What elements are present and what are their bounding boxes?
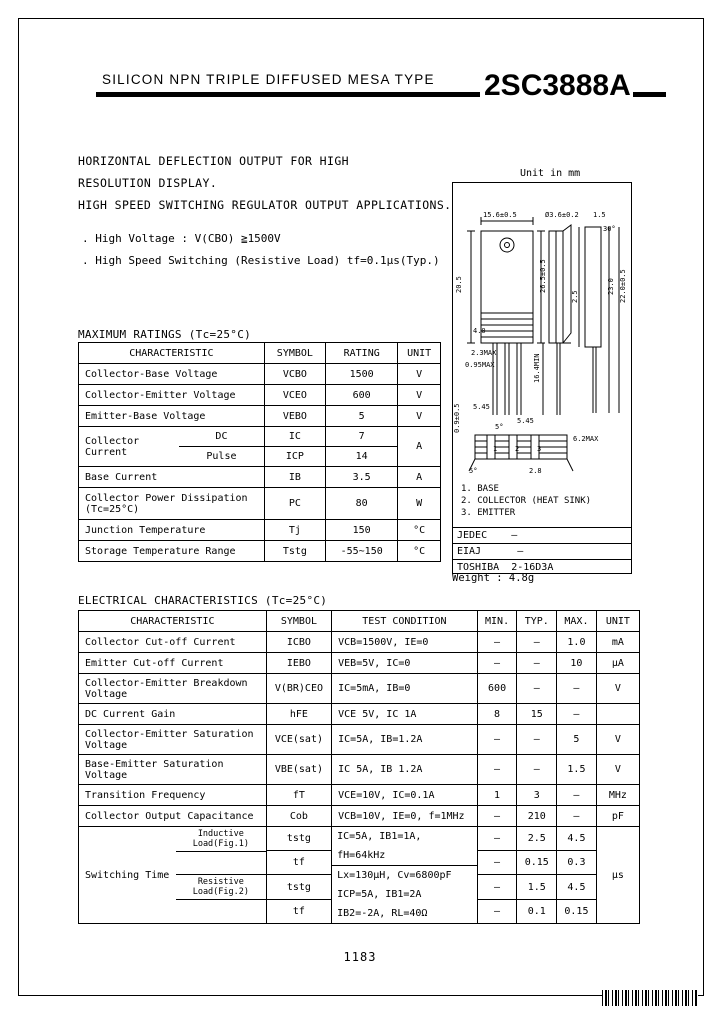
cell-unit: °C xyxy=(398,541,441,562)
cell-test-condition: VCB=1500V, IE=0 xyxy=(332,632,478,653)
cell-symbol-tstg-ind: tstg xyxy=(286,833,311,845)
cell-symbol: hFE xyxy=(266,704,331,725)
cell-unit: mA xyxy=(596,632,639,653)
cell-test-condition: VEB=5V, IC=0 xyxy=(332,653,478,674)
cell-unit: μA xyxy=(596,653,639,674)
dim-lead-22: 22.0±0.5 xyxy=(619,269,627,303)
cell-max: — xyxy=(557,704,597,725)
col-unit: UNIT xyxy=(398,343,441,364)
barcode xyxy=(602,990,698,1006)
standard-jedec: JEDEC — xyxy=(453,527,631,543)
cell-test-condition: IC 5A, IB 1.2A xyxy=(332,755,478,785)
table-row xyxy=(79,520,441,541)
cell-typ-4: 0.1 xyxy=(517,899,556,923)
cell-sub-pulse: Pulse xyxy=(179,447,264,467)
dim-23max: 2.3MAX xyxy=(471,349,497,357)
dim-top-width: 15.6±0.5 xyxy=(483,211,517,219)
standard-eiaj: EIAJ — xyxy=(453,543,631,559)
pin-legend-item: 2. COLLECTOR (HEAT SINK) xyxy=(461,496,592,506)
cell-min: 1 xyxy=(477,785,517,806)
cell-characteristic: Collector Cut-off Current xyxy=(79,632,267,653)
dim-lead-23: 23.0 xyxy=(607,278,615,295)
cell-cond-5: IB2=-2A, RL=40Ω xyxy=(337,908,428,919)
cell-max: 5 xyxy=(557,725,597,755)
cell-characteristic: DC Current Gain xyxy=(79,704,267,725)
cell-typ: — xyxy=(517,725,557,755)
cell-typ: 210 xyxy=(517,806,557,827)
cell-cond-1: IC=5A, IB1=1A, xyxy=(337,831,422,842)
cell-switching-min xyxy=(477,827,517,924)
cell-max: 1.0 xyxy=(557,632,597,653)
cell-characteristic: Collector-Emitter Breakdown Voltage xyxy=(79,674,267,704)
cell-switching-label: Switching Time xyxy=(85,869,170,881)
cell-characteristic: Emitter Cut-off Current xyxy=(79,653,267,674)
cell-test-condition: VCE 5V, IC 1A xyxy=(332,704,478,725)
cell-max-4: 0.15 xyxy=(557,899,596,923)
col-symbol: SYMBOL xyxy=(264,343,325,364)
cell-unit: A xyxy=(398,467,441,488)
col-characteristic: CHARACTERISTIC xyxy=(79,611,267,632)
table-row xyxy=(79,725,640,755)
cell-min-2: — xyxy=(478,851,517,875)
dim-40: 4.0 xyxy=(473,327,486,335)
cell-typ: — xyxy=(517,632,557,653)
table-row xyxy=(79,467,441,488)
dim-hole-dia: Ø3.6±0.2 xyxy=(545,211,579,219)
cell-max: — xyxy=(557,785,597,806)
cell-characteristic: Storage Temperature Range xyxy=(79,541,265,562)
cell-unit: pF xyxy=(596,806,639,827)
cell-symbol: VCE(sat) xyxy=(266,725,331,755)
dim-545b: 5.45 xyxy=(517,417,534,425)
cell-characteristic: Collector-Emitter Voltage xyxy=(79,385,265,406)
cell-characteristic: Collector Power Dissipation (Tc=25°C) xyxy=(79,488,265,520)
cell-symbol: V(BR)CEO xyxy=(266,674,331,704)
table-row xyxy=(79,632,640,653)
cell-unit: V xyxy=(398,385,441,406)
cell-min: 600 xyxy=(477,674,517,704)
table-row-collector-current xyxy=(79,427,441,467)
cell-sub-dc: DC xyxy=(215,431,228,442)
cell-switching-symbols xyxy=(266,827,331,924)
standard-toshiba: TOSHIBA 2-16D3A xyxy=(453,559,631,575)
cell-symbol: IEBO xyxy=(266,653,331,674)
cell-unit: W xyxy=(398,488,441,520)
cell-test-condition: VCB=10V, IE=0, f=1MHz xyxy=(332,806,478,827)
header-subtitle: SILICON NPN TRIPLE DIFFUSED MESA TYPE xyxy=(102,72,435,87)
cell-characteristic-split xyxy=(79,427,265,467)
cell-symbol-tstg-res: tstg xyxy=(267,875,331,899)
cell-unit: A xyxy=(398,427,441,467)
cell-rating: 80 xyxy=(326,488,398,520)
cell-unit: V xyxy=(398,406,441,427)
intro-line-2: RESOLUTION DISPLAY. xyxy=(78,176,218,190)
pin-num-1: 1 xyxy=(493,445,498,453)
cell-rating-ic: 7 xyxy=(358,431,365,442)
cell-label: Collector Current xyxy=(85,435,140,458)
cell-symbol-ic: IC xyxy=(288,431,301,442)
cell-typ: 15 xyxy=(517,704,557,725)
cell-min: — xyxy=(477,806,517,827)
cell-unit: V xyxy=(596,755,639,785)
cell-typ: 3 xyxy=(517,785,557,806)
cell-max-1: 4.5 xyxy=(567,833,586,845)
cell-cond-3: Lx=130μH, Cv=6800pF xyxy=(332,866,477,886)
cell-typ: — xyxy=(517,674,557,704)
cell-blank-1 xyxy=(176,851,266,875)
cell-max: 1.5 xyxy=(557,755,597,785)
cell-rating: -55~150 xyxy=(326,541,398,562)
cell-symbol: Cob xyxy=(266,806,331,827)
dim-545a: 5.45 xyxy=(473,403,490,411)
col-symbol: SYMBOL xyxy=(266,611,331,632)
dim-164min: 16.4MIN xyxy=(533,353,541,383)
dim-angle: 30° xyxy=(603,225,616,233)
col-typ: TYP. xyxy=(517,611,557,632)
cell-min-1: — xyxy=(494,833,501,845)
dim-09-05: 0.9±0.5 xyxy=(453,403,461,433)
table-row xyxy=(79,755,640,785)
cell-symbol: VCEO xyxy=(264,385,325,406)
pin-num-3: 3 xyxy=(537,445,542,453)
intro-block xyxy=(78,150,458,216)
col-max: MAX. xyxy=(557,611,597,632)
dim-5deg: 5° xyxy=(469,467,478,475)
page-number: 1183 xyxy=(343,950,377,964)
col-test-condition: TEST CONDITION xyxy=(332,611,478,632)
table-row xyxy=(79,704,640,725)
table-row xyxy=(79,806,640,827)
cell-min-4: — xyxy=(478,899,517,923)
table-row xyxy=(79,488,441,520)
table-row xyxy=(79,653,640,674)
cell-characteristic: Transition Frequency xyxy=(79,785,267,806)
cell-unit: V xyxy=(398,364,441,385)
table-row-switching xyxy=(79,827,640,924)
cell-rating-split xyxy=(326,427,398,467)
cell-max-2: 0.3 xyxy=(557,851,596,875)
cell-symbol: VEBO xyxy=(264,406,325,427)
cell-symbol: Tstg xyxy=(264,541,325,562)
cell-characteristic: Base Current xyxy=(79,467,265,488)
features-block xyxy=(82,228,482,272)
cell-characteristic: Collector Output Capacitance xyxy=(79,806,267,827)
cell-min: — xyxy=(477,725,517,755)
table-row xyxy=(79,674,640,704)
package-outline-drawing xyxy=(452,182,632,574)
cell-max-3: 4.5 xyxy=(557,875,596,899)
cell-unit xyxy=(596,704,639,725)
cell-characteristic: Base-Emitter Saturation Voltage xyxy=(79,755,267,785)
cell-min: — xyxy=(477,653,517,674)
cell-test-condition: VCE=10V, IC=0.1A xyxy=(332,785,478,806)
electrical-title: ELECTRICAL CHARACTERISTICS (Tc=25°C) xyxy=(78,594,328,607)
cell-symbol: VBE(sat) xyxy=(266,755,331,785)
table-row xyxy=(79,541,441,562)
cell-rating: 5 xyxy=(326,406,398,427)
electrical-characteristics-table xyxy=(78,610,640,924)
table-row xyxy=(79,385,441,406)
pin-legend-item: 1. BASE xyxy=(461,484,499,494)
cell-typ-1: 2.5 xyxy=(527,833,546,845)
cell-rating: 150 xyxy=(326,520,398,541)
cell-rating: 3.5 xyxy=(326,467,398,488)
feature-item: . High Speed Switching (Resistive Load) tf=0.1μs(Typ.) xyxy=(82,254,440,267)
cell-min: — xyxy=(477,632,517,653)
cell-load-resistive: Resistive Load(Fig.2) xyxy=(176,875,266,900)
cell-typ: — xyxy=(517,755,557,785)
cell-switching-max xyxy=(557,827,597,924)
page-header xyxy=(96,69,666,112)
cell-symbol-split xyxy=(264,427,325,467)
dim-28: 2.8 xyxy=(529,467,542,475)
cell-characteristic: Junction Temperature xyxy=(79,520,265,541)
cell-typ-3: 1.5 xyxy=(517,875,556,899)
cell-test-condition: IC=5A, IB=1.2A xyxy=(332,725,478,755)
cell-max: — xyxy=(557,674,597,704)
intro-line-3: HIGH SPEED SWITCHING REGULATOR OUTPUT APPLICATIONS. xyxy=(78,198,452,212)
cell-unit: V xyxy=(596,674,639,704)
cell-symbol: VCBO xyxy=(264,364,325,385)
cell-characteristic: Collector-Base Voltage xyxy=(79,364,265,385)
cell-rating: 1500 xyxy=(326,364,398,385)
dim-5deg2: 5° xyxy=(495,423,504,431)
cell-min: 8 xyxy=(477,704,517,725)
cell-max: 10 xyxy=(557,653,597,674)
cell-symbol: IB xyxy=(264,467,325,488)
table-header-row xyxy=(79,343,441,364)
cell-typ: — xyxy=(517,653,557,674)
cell-min-3: — xyxy=(478,875,517,899)
cell-load-inductive: Inductive Load(Fig.1) xyxy=(192,828,249,849)
cell-cond-4: ICP=5A, IB1=2A xyxy=(337,889,422,900)
cell-typ-2: 0.15 xyxy=(517,851,556,875)
cell-switching-unit: μs xyxy=(596,827,639,924)
cell-unit: MHz xyxy=(596,785,639,806)
cell-characteristic: Emitter-Base Voltage xyxy=(79,406,265,427)
col-rating: RATING xyxy=(326,343,398,364)
table-row xyxy=(79,364,441,385)
cell-symbol: fT xyxy=(266,785,331,806)
table-row xyxy=(79,406,441,427)
col-unit: UNIT xyxy=(596,611,639,632)
max-ratings-table xyxy=(78,342,441,562)
dim-height-total: 26.5±0.5 xyxy=(539,259,547,293)
standards-table xyxy=(453,527,631,575)
cell-symbol-tf-res: tf xyxy=(267,899,331,923)
cell-switching-typ xyxy=(517,827,557,924)
table-header-row xyxy=(79,611,640,632)
cell-symbol: ICBO xyxy=(266,632,331,653)
unit-note: Unit in mm xyxy=(520,168,581,179)
cell-rating-icp: 14 xyxy=(326,447,397,467)
cell-switching-characteristic xyxy=(79,827,267,924)
cell-symbol: Tj xyxy=(264,520,325,541)
cell-switching-conditions xyxy=(332,827,478,924)
cell-symbol: PC xyxy=(264,488,325,520)
cell-unit: °C xyxy=(398,520,441,541)
pin-num-2: 2 xyxy=(515,445,520,453)
dim-095max: 0.95MAX xyxy=(465,361,495,369)
cell-symbol-icp: ICP xyxy=(265,447,325,467)
part-number: 2SC3888A xyxy=(480,69,633,103)
feature-item: . High Voltage : V(CBO) ≧1500V xyxy=(82,232,281,245)
col-min: MIN. xyxy=(477,611,517,632)
cell-rating: 600 xyxy=(326,385,398,406)
dim-body-h: 20.5 xyxy=(455,276,463,293)
cell-symbol-tf-ind: tf xyxy=(267,851,331,875)
dim-right-edge: 1.5 xyxy=(593,211,606,219)
cell-blank-2 xyxy=(176,900,266,923)
cell-max: — xyxy=(557,806,597,827)
table-row xyxy=(79,785,640,806)
cell-characteristic: Collector-Emitter Saturation Voltage xyxy=(79,725,267,755)
cell-cond-2: fH=64kHz xyxy=(337,850,386,861)
cell-min: — xyxy=(477,755,517,785)
intro-line-1: HORIZONTAL DEFLECTION OUTPUT FOR HIGH xyxy=(78,154,349,168)
pin-legend xyxy=(461,483,591,519)
max-ratings-title: MAXIMUM RATINGS (Tc=25°C) xyxy=(78,328,252,341)
package-weight: Weight : 4.8g xyxy=(452,572,535,584)
dim-62max: 6.2MAX xyxy=(573,435,599,443)
cell-test-condition: IC=5mA, IB=0 xyxy=(332,674,478,704)
pin-legend-item: 3. EMITTER xyxy=(461,508,516,518)
col-characteristic: CHARACTERISTIC xyxy=(79,343,265,364)
dim-25: 2.5 xyxy=(571,290,579,303)
cell-unit: V xyxy=(596,725,639,755)
